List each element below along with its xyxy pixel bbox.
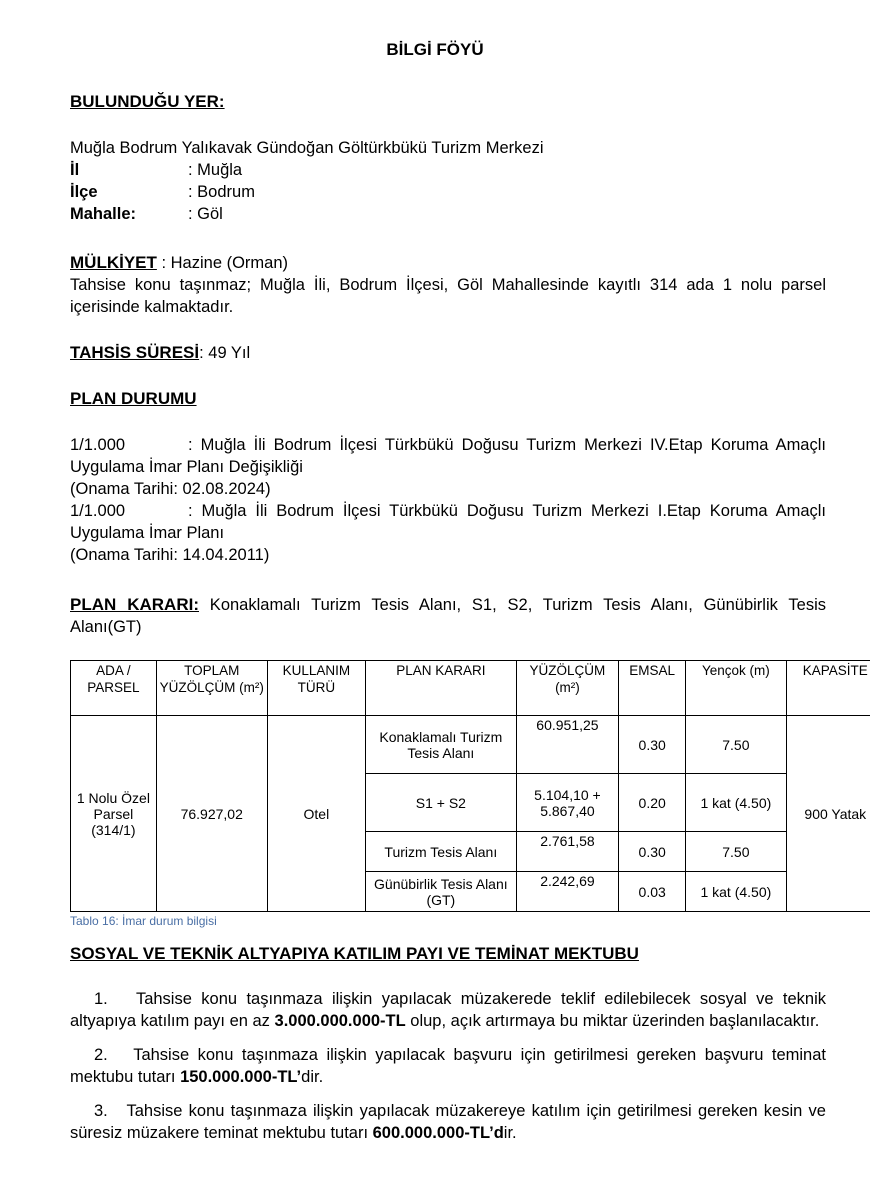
- plan-item: 1/1.000 : Muğla İli Bodrum İlçesi Türkbükü Doğusu Turizm Merkezi IV.Etap Koruma Amaçlı Uygulama İmar Planı Değişikliği: [70, 436, 826, 476]
- list-item: 2. Tahsise konu taşınmaza ilişkin yapılacak başvuru için getirilmesi gereken başvuru teminat mektubu tutarı 150.000.000-TL’dir.: [70, 1046, 826, 1086]
- col-header: ADA / PARSEL: [71, 661, 157, 716]
- duration-value: : 49 Yıl: [199, 344, 251, 362]
- height-cell: 1 kat (4.50): [686, 872, 786, 912]
- plan-item: 1/1.000 : Muğla İli Bodrum İlçesi Türkbükü Doğusu Turizm Merkezi I.Etap Koruma Amaçlı Uygulama İmar Planı: [70, 502, 826, 542]
- ownership-heading: MÜLKİYET: [70, 253, 157, 272]
- location-row-ilce: İlçe : Bodrum: [70, 183, 255, 201]
- plan-status-list: [70, 434, 826, 566]
- total-area-cell: 76.927,02: [156, 716, 267, 912]
- area-cell: 60.951,25: [516, 716, 619, 774]
- location-description: Muğla Bodrum Yalıkavak Gündoğan Göltürkbükü Turizm Merkezi: [70, 139, 544, 157]
- col-header: YÜZÖLÇÜM (m²): [516, 661, 619, 716]
- table-header-row: [71, 661, 870, 716]
- ownership-value: : Hazine (Orman): [156, 254, 289, 272]
- plan-cell: Turizm Tesis Alanı: [366, 832, 517, 872]
- col-header: PLAN KARARI: [366, 661, 517, 716]
- infrastructure-list: [70, 988, 826, 1156]
- emsal-cell: 0.30: [619, 832, 686, 872]
- location-row-mahalle: Mahalle: : Göl: [70, 205, 223, 223]
- height-cell: 7.50: [686, 716, 786, 774]
- plan-cell: S1 + S2: [366, 774, 517, 832]
- height-cell: 1 kat (4.50): [686, 774, 786, 832]
- table-row: [71, 716, 870, 774]
- plan-decision: [70, 594, 826, 638]
- plan-cell: Günübirlik Tesis Alanı (GT): [366, 872, 517, 912]
- duration-heading: TAHSİS SÜRESİ: [70, 343, 200, 362]
- plan-cell: Konaklamalı Turizm Tesis Alanı: [366, 716, 517, 774]
- zoning-table-wrap: [70, 660, 870, 928]
- area-cell: 5.104,10 + 5.867,40: [516, 774, 619, 832]
- zoning-table: [70, 660, 870, 912]
- capacity-cell: 900 Yatak: [786, 716, 870, 912]
- col-header: EMSAL: [619, 661, 686, 716]
- plan-date: (Onama Tarihi: 14.04.2011): [70, 546, 270, 564]
- area-cell: 2.761,58: [516, 832, 619, 872]
- area-cell: 2.242,69: [516, 872, 619, 912]
- emsal-cell: 0.30: [619, 716, 686, 774]
- plan-decision-text: Konaklamalı Turizm Tesis Alanı, S1, S2, Turizm Tesis Alanı, Günübirlik Tesis Alanı(GT): [70, 596, 826, 636]
- ownership-text: Tahsise konu taşınmaz; Muğla İli, Bodrum İlçesi, Göl Mahallesinde kayıtlı 314 ada 1 nolu parsel içerisinde kalmaktadır.: [70, 276, 826, 316]
- col-header: Yençok (m): [686, 661, 786, 716]
- col-header: TOPLAM YÜZÖLÇÜM (m²): [156, 661, 267, 716]
- list-item: 3. Tahsise konu taşınmaza ilişkin yapılacak müzakereye katılım için getirilmesi gereken kesin ve süresiz müzakere teminat mektubu tutarı 600.000.000-TL’dir.: [70, 1102, 826, 1142]
- height-cell: 7.50: [686, 832, 786, 872]
- col-header: KULLANIM TÜRÜ: [267, 661, 365, 716]
- list-item: 1. Tahsise konu taşınmaza ilişkin yapılacak müzakerede teklif edilebilecek sosyal ve teknik altyapıya katılım payı en az 3.000.000.000-TL olup, açık artırmaya bu miktar üzerinden başlanılacaktır.: [70, 990, 826, 1030]
- duration-section: [70, 342, 250, 364]
- emsal-cell: 0.20: [619, 774, 686, 832]
- parcel-cell: 1 Nolu Özel Parsel (314/1): [71, 716, 157, 912]
- infrastructure-heading: SOSYAL VE TEKNİK ALTYAPIYA KATILIM PAYI VE TEMİNAT MEKTUBU: [70, 944, 639, 963]
- col-header: KAPASİTE: [786, 661, 870, 716]
- location-row-il: İl : Muğla: [70, 161, 243, 179]
- ownership-section: [70, 252, 826, 318]
- plan-date: (Onama Tarihi: 02.08.2024): [70, 480, 271, 498]
- emsal-cell: 0.03: [619, 872, 686, 912]
- table-caption: Tablo 16: İmar durum bilgisi: [70, 914, 217, 928]
- document-title: BİLGİ FÖYÜ: [386, 40, 484, 59]
- location-heading: BULUNDUĞU YER:: [70, 92, 225, 111]
- usage-cell: Otel: [267, 716, 365, 912]
- plan-decision-heading: PLAN KARARI:: [70, 595, 199, 614]
- plan-status-heading: PLAN DURUMU: [70, 389, 197, 408]
